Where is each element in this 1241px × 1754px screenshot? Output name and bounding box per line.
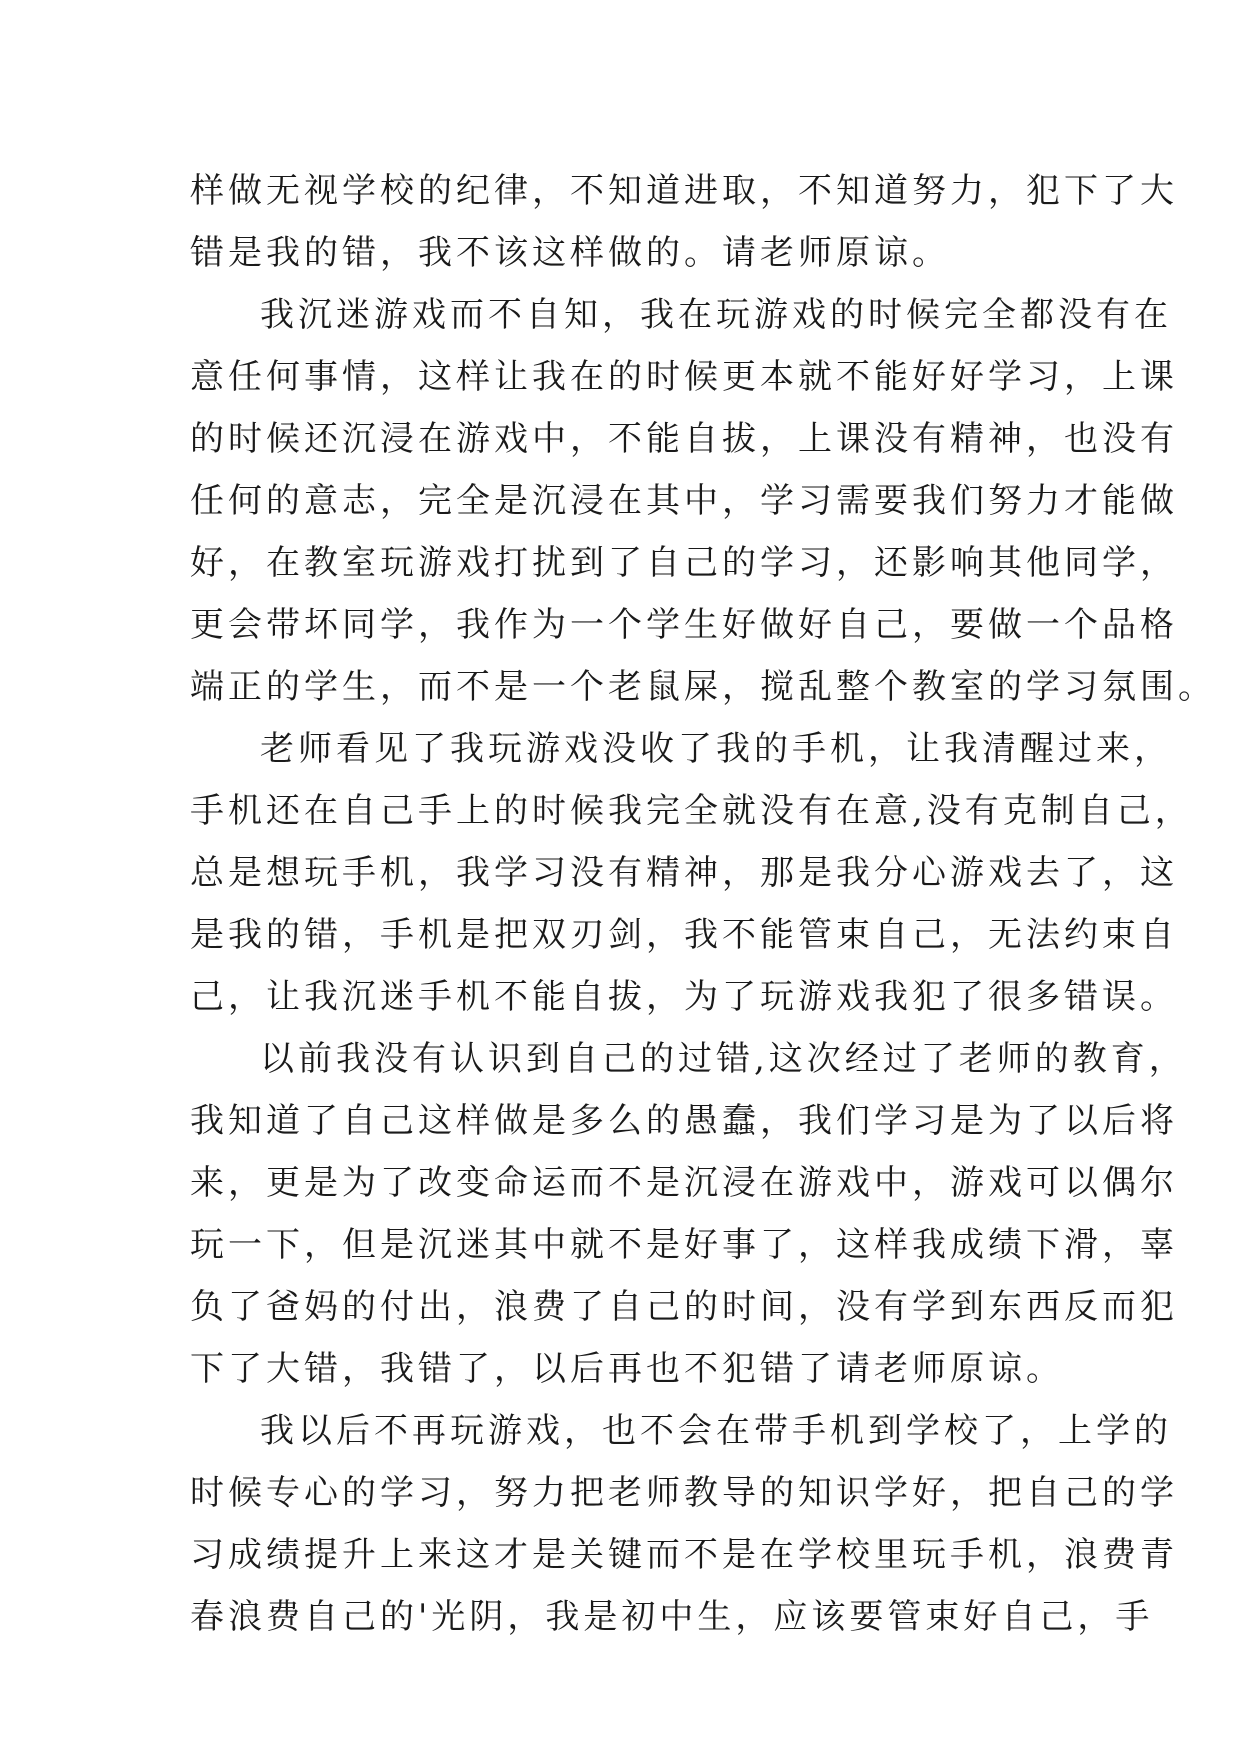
text-line: 任何的意志，完全是沉浸在其中，学习需要我们努力才能做 bbox=[190, 481, 1178, 521]
text-line: 玩一下，但是沉迷其中就不是好事了，这样我成绩下滑，辜 bbox=[190, 1225, 1178, 1265]
text-line: 更会带坏同学，我作为一个学生好做好自己，要做一个品格 bbox=[190, 605, 1178, 645]
text-line: 来，更是为了改变命运而不是沉浸在游戏中，游戏可以偶尔 bbox=[190, 1163, 1178, 1203]
text-line: 意任何事情，这样让我在的时候更本就不能好好学习，上课 bbox=[190, 357, 1178, 397]
text-line: 习成绩提升上来这才是关键而不是在学校里玩手机，浪费青 bbox=[190, 1535, 1178, 1575]
text-line: 错是我的错，我不该这样做的。请老师原谅。 bbox=[190, 233, 950, 273]
text-line: 负了爸妈的付出，浪费了自己的时间，没有学到东西反而犯 bbox=[190, 1287, 1178, 1327]
text-line: 样做无视学校的纪律，不知道进取，不知道努力，犯下了大 bbox=[190, 171, 1178, 211]
text-line: 好，在教室玩游戏打扰到了自己的学习，还影响其他同学， bbox=[190, 543, 1178, 583]
text-line: 下了大错，我错了，以后再也不犯错了请老师原谅。 bbox=[190, 1349, 1064, 1389]
text-line: 春浪费自己的'光阴，我是初中生，应该要管束好自己，手 bbox=[190, 1597, 1154, 1637]
text-line: 己，让我沉迷手机不能自拔，为了玩游戏我犯了很多错误。 bbox=[190, 977, 1178, 1017]
text-line: 的时候还沉浸在游戏中，不能自拔，上课没有精神，也没有 bbox=[190, 419, 1178, 459]
paragraph-start-line: 我以后不再玩游戏，也不会在带手机到学校了，上学的 bbox=[260, 1411, 1172, 1451]
text-line: 总是想玩手机，我学习没有精神，那是我分心游戏去了，这 bbox=[190, 853, 1178, 893]
text-line: 我知道了自己这样做是多么的愚蠢，我们学习是为了以后将 bbox=[190, 1101, 1178, 1141]
paragraph-start-line: 以前我没有认识到自己的过错,这次经过了老师的教育， bbox=[260, 1039, 1187, 1079]
paragraph-start-line: 我沉迷游戏而不自知，我在玩游戏的时候完全都没有在 bbox=[260, 295, 1172, 335]
text-line: 时候专心的学习，努力把老师教导的知识学好，把自己的学 bbox=[190, 1473, 1178, 1513]
body-text bbox=[190, 160, 1216, 1648]
text-line: 端正的学生，而不是一个老鼠屎，搅乱整个教室的学习氛围。 bbox=[190, 667, 1216, 707]
text-line: 是我的错，手机是把双刃剑，我不能管束自己，无法约束自 bbox=[190, 915, 1178, 955]
text-line: 手机还在自己手上的时候我完全就没有在意,没有克制自己， bbox=[190, 791, 1193, 831]
paragraph-start-line: 老师看见了我玩游戏没收了我的手机，让我清醒过来， bbox=[260, 729, 1172, 769]
